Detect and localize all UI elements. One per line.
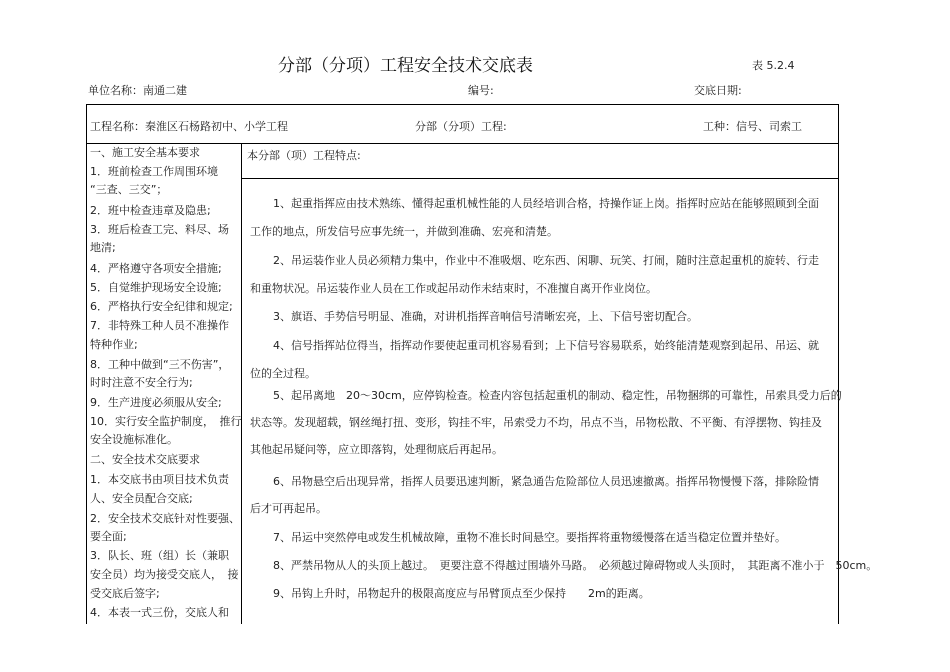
paragraph-line: 4、信号指挥站位得当，指挥动作要使起重司机容易看到；上下信号容易联系，始终能清楚观察到起吊、吊运、就 bbox=[273, 339, 819, 352]
left-line: 5．自觉维护现场安全设施; bbox=[90, 281, 222, 294]
table-right-border bbox=[838, 104, 839, 624]
left-line: 8．工种中做到“三不伤害”， bbox=[90, 358, 230, 371]
left-line: 特种作业; bbox=[90, 338, 138, 351]
project-features-label: 本分部（项）工程特点: bbox=[247, 149, 361, 162]
paragraph-line: 位的全过程。 bbox=[250, 367, 316, 380]
paragraph-line: 状态等。发现超载，钢丝绳打扭、变形，钩挂不牢，吊索受力不均，吊点不当，吊物松散、不平衡、有浮摆物、钩挂及 bbox=[250, 416, 822, 429]
unit-name: 单位名称：南通二建 bbox=[88, 84, 187, 97]
document-title: 分部（分项）工程安全技术交底表 bbox=[278, 56, 533, 76]
paragraph-line: 工作的地点，所发信号应事先统一，并做到准确、宏亮和清楚。 bbox=[250, 225, 558, 238]
left-line: 人、安全员配合交底; bbox=[90, 492, 193, 505]
paragraph-line: 和重物状况。吊运装作业人员在工作或起吊动作未结束时，不准擅自离开作业岗位。 bbox=[250, 282, 657, 295]
left-line: 4．本表一式三份，交底人和 bbox=[90, 606, 229, 619]
column-divider bbox=[241, 143, 242, 624]
left-line: 9．生产进度必须服从安全; bbox=[90, 396, 222, 409]
project-name: 工程名称：秦淮区石杨路初中、小学工程 bbox=[90, 120, 288, 133]
handover-date-label: 交底日期: bbox=[694, 84, 742, 97]
left-line: 安全设施标准化。 bbox=[90, 433, 178, 446]
left-line: 时时注意不安全行为; bbox=[90, 376, 193, 389]
left-line: 7．非特殊工种人员不准操作 bbox=[90, 319, 229, 332]
table-left-border bbox=[86, 104, 87, 624]
left-line: 地清; bbox=[90, 241, 116, 254]
left-line: 3．班后检查工完、料尽、场 bbox=[90, 223, 229, 236]
number-label: 编号: bbox=[468, 84, 494, 97]
paragraph-line: 其他起吊疑问等，应立即落钩，处理彻底后再起吊。 bbox=[250, 443, 503, 456]
paragraph-line: 9、吊钩上升时，吊物起升的极限高度应与吊臂顶点至少保持 2m的距离。 bbox=[273, 587, 650, 600]
left-line: 二、安全技术交底要求 bbox=[90, 453, 200, 466]
paragraph-line: 2、吊运装作业人员必须精力集中，作业中不准吸烟、吃东西、闲聊、玩笑、打闹，随时注意起重机的旋转、行走 bbox=[273, 254, 819, 267]
table-number: 表 5.2.4 bbox=[752, 59, 795, 72]
left-line: 10．实行安全监护制度， 推行 bbox=[90, 415, 242, 428]
left-line: 4．严格遵守各项安全措施; bbox=[90, 262, 222, 275]
left-line: 1．本交底书由项目技术负责 bbox=[90, 473, 229, 486]
left-line: 一、施工安全基本要求 bbox=[90, 146, 200, 159]
paragraph-line: 5、起吊离地 20～30cm，应停钩检查。检查内容包括起重机的制动、稳定性，吊物捆绑的可靠性，吊索具受力后的 bbox=[273, 389, 842, 402]
left-line: 3．队长、班（组）长（兼职 bbox=[90, 549, 229, 562]
paragraph-line: 1、起重指挥应由技术熟练、懂得起重机械性能的人员经培训合格，持操作证上岗。指挥时应站在能够照顾到全面 bbox=[273, 197, 819, 210]
subproject-label: 分部（分项）工程: bbox=[415, 120, 507, 133]
left-line: 2．班中检查违章及隐患; bbox=[90, 204, 211, 217]
left-line: 1．班前检查工作周围环境 bbox=[90, 165, 218, 178]
left-line: 要全面; bbox=[90, 530, 127, 543]
table-header-divider bbox=[86, 143, 839, 144]
trade-label: 工种：信号、司索工 bbox=[703, 120, 802, 133]
paragraph-line: 6、吊物悬空后出现异常，指挥人员要迅速判断，紧急通告危险部位人员迅速撤离。指挥吊物慢慢下落，排除险情 bbox=[273, 475, 819, 488]
left-line: 2．安全技术交底针对性要强、 bbox=[90, 512, 240, 525]
paragraph-line: 后才可再起吊。 bbox=[250, 502, 327, 515]
features-divider bbox=[241, 178, 839, 179]
paragraph-line: 7、吊运中突然停电或发生机械故障，重物不准长时间悬空。要指挥将重物缓慢落在适当稳定位置并垫好。 bbox=[273, 531, 786, 544]
paragraph-line: 8、严禁吊物从人的头顶上越过。 更要注意不得越过围墙外马路。 必须越过障碍物或人头顶时， 其距离不准小于 50cm。 bbox=[273, 559, 878, 572]
left-line: 受交底后签字; bbox=[90, 587, 160, 600]
left-line: “三查、三交”； bbox=[90, 183, 168, 196]
table-top-border bbox=[86, 104, 839, 105]
paragraph-line: 3、旗语、手势信号明显、准确，对讲机指挥音响信号清晰宏亮，上、下信号密切配合。 bbox=[273, 310, 698, 323]
left-line: 安全员）均为接受交底人， 接 bbox=[90, 568, 239, 581]
left-line: 6．严格执行安全纪律和规定; bbox=[90, 300, 233, 313]
